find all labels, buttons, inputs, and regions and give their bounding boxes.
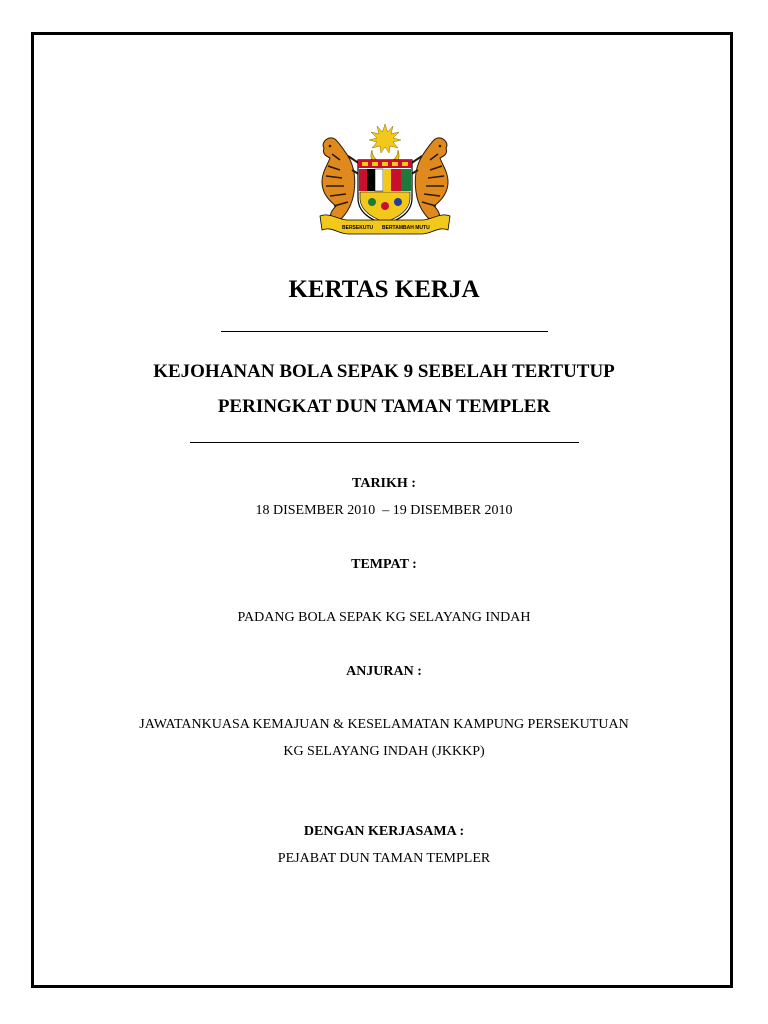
cooperation-label: DENGAN KERJASAMA : — [303, 824, 465, 839]
title-divider — [221, 331, 548, 332]
subtitle-line-2: PERINGKAT DUN TAMAN TEMPLER — [217, 396, 551, 417]
organizer-line-1: JAWATANKUASA KEMAJUAN & KESELAMATAN KAMPUNG PERSEKUTUAN — [139, 717, 629, 732]
document-title: KERTAS KERJA — [288, 276, 480, 303]
shield-icon — [358, 160, 412, 224]
subtitle-line-1: KEJOHANAN BOLA SEPAK 9 SEBELAH TERTUTUP — [153, 361, 615, 382]
date-value: 18 DISEMBER 2010 – 19 DISEMBER 2010 — [255, 503, 513, 518]
venue-label: TEMPAT : — [351, 557, 417, 572]
left-tiger-icon — [322, 138, 362, 222]
venue-value: PADANG BOLA SEPAK KG SELAYANG INDAH — [237, 610, 531, 625]
crest-motto-right: BERTAMBAH MUTU — [382, 225, 430, 231]
coat-of-arms-emblem — [310, 120, 460, 245]
subtitle-divider — [190, 442, 579, 443]
date-label: TARIKH : — [352, 476, 416, 491]
crest-motto-left: BERSEKUTU — [342, 225, 374, 231]
cooperation-value: PEJABAT DUN TAMAN TEMPLER — [277, 851, 491, 866]
organizer-label: ANJURAN : — [346, 664, 422, 679]
right-tiger-icon — [408, 138, 448, 222]
organizer-line-2: KG SELAYANG INDAH (JKKKP) — [283, 744, 485, 759]
